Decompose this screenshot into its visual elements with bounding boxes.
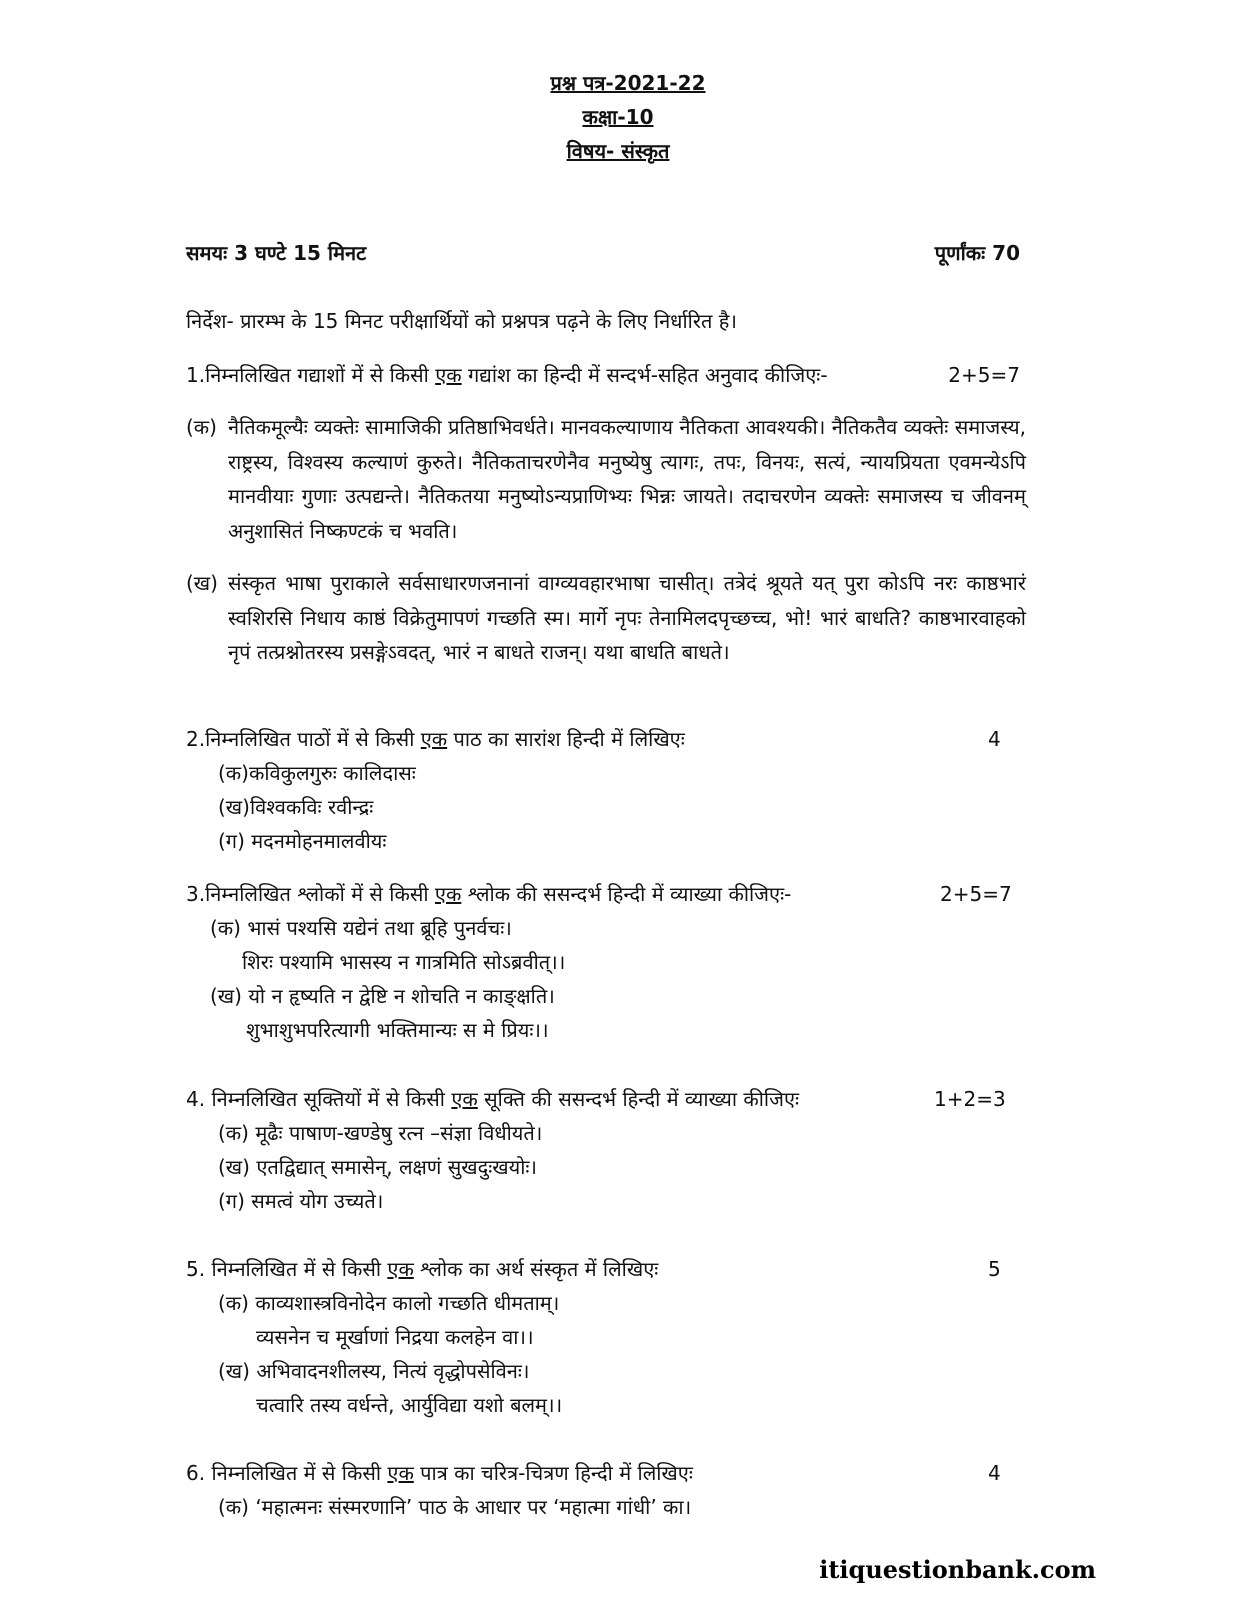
paper-title: प्रश्न पत्र-2021-22 xyxy=(550,71,706,95)
shloka-a-line-2: शिरः पश्यामि भासस्य न गात्रमिति सोऽब्रवीत्।। xyxy=(242,950,566,974)
question-6-emphasis: एक xyxy=(387,1461,414,1485)
question-1-passage-a-text: नैतिकमूल्यैः व्यक्तेः सामाजिकी प्रतिष्ठाभिवर्धते। मानवकल्याणाय नैतिकता आवश्यकी। नैतिकतैव व्यक्तेः समाजस्य, राष्ट्रस्य, विश्वस्य कल्याणं कुरुते। नैतिकताचरणेनैव मनुष्येषु त्यागः, तपः, विनयः, सत्यं, न्यायप्रियता एवमन्येऽपि मानवीयाः गुणाः उत्पद्यन्ते। नैतिकतया मनुष्योऽन्यप्राणिभ्यः भिन्नः जायते। तदाचरणेन व्यक्तेः समाजस्य च जीवनम् अनुशासितं निष्कण्टकं च भवति। xyxy=(228,415,1026,543)
question-1-passage-b xyxy=(186,566,1026,670)
sukti-option: (ख) एतद्विद्यात् समासेन्, लक्षणं सुखदुःखयोः। xyxy=(218,1155,538,1179)
question-5-emphasis: एक xyxy=(387,1257,414,1281)
question-4-marks: 1+2=3 xyxy=(934,1087,1006,1111)
full-marks: पूर्णांकः 70 xyxy=(934,241,1020,265)
question-3-suffix: श्लोक की ससन्दर्भ हिन्दी में व्याख्या कीजिएः- xyxy=(461,882,792,906)
question-6 xyxy=(186,1458,693,1488)
time-allowed: समयः 3 घण्टे 15 मिनट xyxy=(186,241,367,265)
shloka-5a-line-1: (क) काव्यशास्त्रविनोदेन कालो गच्छति धीमताम्। xyxy=(218,1291,560,1315)
instruction: निर्देश- प्रारम्भ के 15 मिनट परीक्षार्थियों को प्रश्नपत्र पढ़ने के लिए निर्धारित है। xyxy=(186,309,737,333)
question-6-prefix: 6. निम्नलिखित में से किसी xyxy=(186,1461,388,1485)
question-2 xyxy=(186,724,685,754)
question-2-option: (ख)विश्वकविः रवीन्द्रः xyxy=(218,795,374,819)
question-6-suffix: पात्र का चरित्र-चित्रण हिन्दी में लिखिएः xyxy=(413,1461,693,1485)
question-5-marks: 5 xyxy=(988,1257,1001,1281)
shloka-5b-line-1: (ख) अभिवादनशीलस्य, नित्यं वृद्धोपसेविनः। xyxy=(218,1359,530,1383)
shloka-b-line-2: शुभाशुभपरित्यागी भक्तिमान्यः स मे प्रियः।। xyxy=(246,1018,549,1042)
question-2-emphasis: एक xyxy=(420,727,448,751)
question-1-suffix: गद्यांश का हिन्दी में सन्दर्भ-सहित अनुवाद कीजिएः- xyxy=(461,363,828,387)
question-1-prefix: 1.निम्नलिखित गद्याशों में से किसी xyxy=(186,363,436,387)
question-1-emphasis: एक xyxy=(435,363,462,387)
question-2-option: (ग) मदनमोहनमालवीयः xyxy=(218,829,387,853)
shloka-b-line-1: (ख) यो न हृष्यति न द्वेष्टि न शोचति न काङ्क्षति। xyxy=(210,984,555,1008)
question-4-prefix: 4. निम्नलिखित सूक्तियों में से किसी xyxy=(186,1087,452,1111)
watermark-text: itiquestionbank.com xyxy=(819,1555,1096,1584)
question-2-prefix: 2.निम्नलिखित पाठों में से किसी xyxy=(186,727,421,751)
sukti-option: (ग) समत्वं योग उच्यते। xyxy=(218,1189,384,1213)
shloka-a-line-1: (क) भासं पश्यसि यद्येनं तथा ब्रूहि पुनर्वचः। xyxy=(210,916,512,940)
question-1-marks: 2+5=7 xyxy=(948,363,1020,387)
question-3-emphasis: एक xyxy=(434,882,462,906)
shloka-5b-line-2: चत्वारि तस्य वर्धन्ते, आर्युविद्या यशो बलम्।। xyxy=(256,1393,563,1417)
question-4-emphasis: एक xyxy=(451,1087,478,1111)
sukti-option: (क) मूढैः पाषाण-खण्डेषु रत्न –संज्ञा विधीयते। xyxy=(218,1121,543,1145)
class-label: कक्षा-10 xyxy=(582,105,654,129)
question-2-suffix: पाठ का सारांश हिन्दी में लिखिएः xyxy=(447,727,685,751)
question-6-marks: 4 xyxy=(988,1461,1001,1485)
question-2-option: (क)कविकुलगुरुः कालिदासः xyxy=(218,761,416,785)
question-3-marks: 2+5=7 xyxy=(940,882,1012,906)
question-5-prefix: 5. निम्नलिखित में से किसी xyxy=(186,1257,388,1281)
subject-label: विषय- संस्कृत xyxy=(566,139,670,163)
question-2-marks: 4 xyxy=(988,727,1001,751)
question-1-passage-a-label: (क) xyxy=(186,415,217,439)
question-5 xyxy=(186,1254,658,1284)
question-5-suffix: श्लोक का अर्थ संस्कृत में लिखिएः xyxy=(413,1257,659,1281)
question-1-passage-a xyxy=(186,410,1026,548)
question-1-passage-b-label: (ख) xyxy=(186,571,218,595)
question-3-prefix: 3.निम्नलिखित श्लोकों में से किसी xyxy=(186,882,435,906)
shloka-5a-line-2: व्यसनेन च मूर्खाणां निद्रया कलहेन वा।। xyxy=(256,1325,534,1349)
question-1-passage-b-text: संस्कृत भाषा पुराकाले सर्वसाधारणजनानां वाग्व्यवहारभाषा चासीत्। तत्रेदं श्रूयते यत् पुरा कोऽपि नरः काष्ठभारं स्वशिरसि निधाय काष्ठं विक्रेतुमापणं गच्छति स्म। मार्गे नृपः तेनामिलदपृच्छच्च, भो! भारं बाधति? काष्ठभारवाहको नृपं तत्प्रश्नोतरस्य प्रसङ्गेऽवदत्, भारं न बाधते राजन्। यथा बाधति बाधते। xyxy=(228,571,1026,664)
question-3 xyxy=(186,879,791,909)
question-1 xyxy=(186,360,828,390)
question-4 xyxy=(186,1084,799,1114)
question-6-option: (क) ‘महात्मनः संस्मरणानि’ पाठ के आधार पर ‘महात्मा गांधी’ का। xyxy=(218,1495,692,1519)
question-4-suffix: सूक्ति की ससन्दर्भ हिन्दी में व्याख्या कीजिएः xyxy=(477,1087,800,1111)
